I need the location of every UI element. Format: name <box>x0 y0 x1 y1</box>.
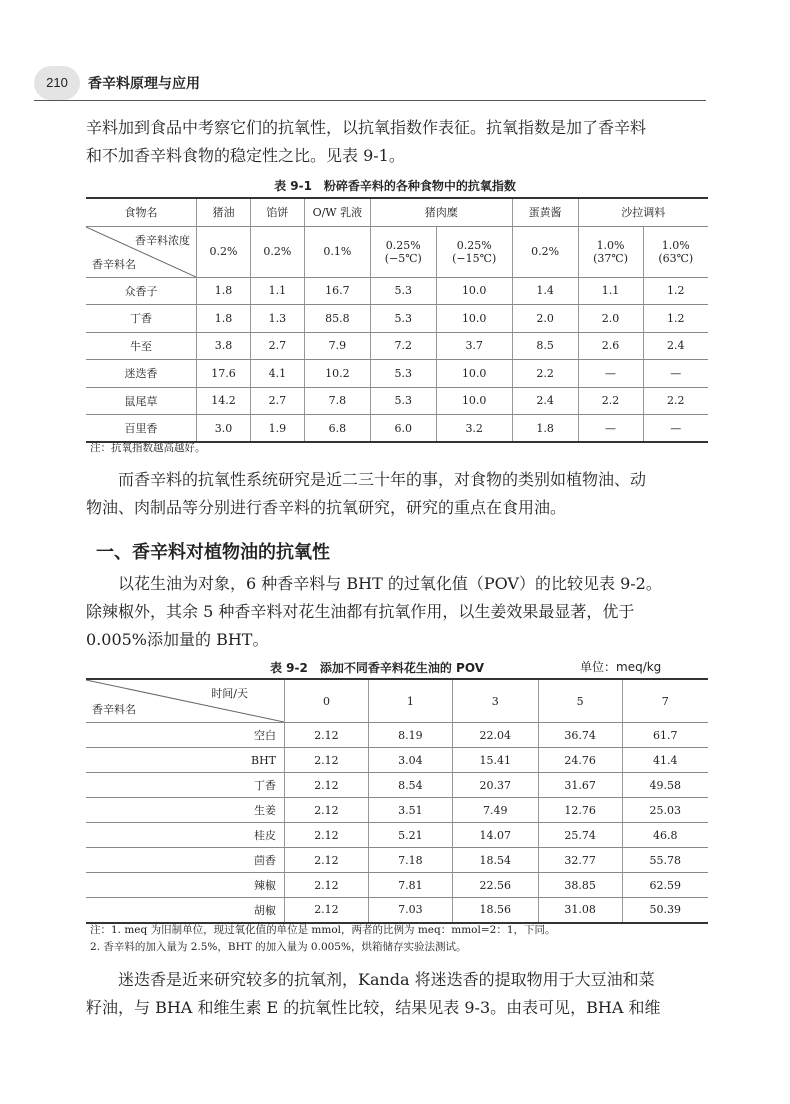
row-label: 众香子 <box>86 277 197 305</box>
table-row <box>86 848 708 873</box>
table-cell: 2.7 <box>250 332 304 360</box>
table-cell: 25.03 <box>622 798 708 823</box>
table-cell: 49.58 <box>622 773 708 798</box>
column-header: 7 <box>622 679 708 723</box>
row-label: 丁香 <box>86 305 197 333</box>
table-cell: 10.0 <box>436 387 512 415</box>
row-label: 鼠尾草 <box>86 387 197 415</box>
diagonal-header-cell <box>86 226 197 277</box>
row-label: 空白 <box>86 723 285 748</box>
paragraph-line: 物油、肉制品等分别进行香辛料的抗氧研究，研究的重点在食用油。 <box>86 498 567 517</box>
table-caption: 表 9-2 添加不同香辛料花生油的 POV <box>270 661 484 675</box>
table-cell: 3.0 <box>197 415 251 443</box>
table-cell: 1.8 <box>197 305 251 333</box>
concentration-temp: (−15℃) <box>452 251 497 265</box>
table-cell: 1.1 <box>250 277 304 305</box>
table-row <box>86 415 708 443</box>
paragraph-line: 以花生油为对象，6 种香辛料与 BHT 的过氧化值（POV）的比较见表 9-2。 <box>118 574 662 593</box>
table-cell: 10.0 <box>436 277 512 305</box>
concentration-temp: (37℃) <box>593 251 628 265</box>
column-header: 食物名 <box>86 198 197 226</box>
table-cell: 7.49 <box>452 798 538 823</box>
table-cell: 25.74 <box>538 823 622 848</box>
table-cell: 4.1 <box>250 360 304 388</box>
table-cell: 10.2 <box>304 360 370 388</box>
table-row <box>86 332 708 360</box>
concentration-cell <box>436 226 512 277</box>
table-cell: 1.2 <box>643 277 708 305</box>
diagonal-bottom-label: 香辛料名 <box>92 703 136 716</box>
table-cell: 1.8 <box>512 415 578 443</box>
table-row <box>86 723 708 748</box>
column-header: 猪肉糜 <box>370 198 512 226</box>
table-caption: 表 9-1 粉碎香辛料的各种食物中的抗氧指数 <box>274 179 516 193</box>
table-cell: 22.56 <box>452 873 538 898</box>
table-cell: 17.6 <box>197 360 251 388</box>
table-cell: 18.54 <box>452 848 538 873</box>
pov-table <box>86 678 708 924</box>
table-cell: 2.12 <box>285 848 369 873</box>
paragraph-line: 辛料加到食品中考察它们的抗氧性，以抗氧指数作表征。抗氧指数是加了香辛料 <box>86 118 647 137</box>
concentration-cell <box>512 226 578 277</box>
table-cell: 8.54 <box>368 773 452 798</box>
table-cell: 10.0 <box>436 360 512 388</box>
table-cell: 1.4 <box>512 277 578 305</box>
table-cell: 8.5 <box>512 332 578 360</box>
paragraph-line: 而香辛料的抗氧性系统研究是近二三十年的事，对食物的类别如植物油、动 <box>118 470 647 489</box>
page-number: 210 <box>34 66 80 100</box>
table-cell: 1.8 <box>197 277 251 305</box>
table-row <box>86 387 708 415</box>
table-cell: 3.04 <box>368 748 452 773</box>
concentration-cell <box>250 226 304 277</box>
table-cell: 36.74 <box>538 723 622 748</box>
table-cell: 5.3 <box>370 387 436 415</box>
table-cell: 61.7 <box>622 723 708 748</box>
row-label: 牛至 <box>86 332 197 360</box>
table-cell: 41.4 <box>622 748 708 773</box>
table-cell: 2.2 <box>512 360 578 388</box>
table-cell: 7.2 <box>370 332 436 360</box>
table-cell: 2.4 <box>512 387 578 415</box>
row-label: 茴香 <box>86 848 285 873</box>
table-row <box>86 773 708 798</box>
column-header: 1 <box>368 679 452 723</box>
diagonal-top-label: 香辛料浓度 <box>135 233 190 247</box>
table-subheader-row <box>86 226 708 277</box>
section-heading: 一、香辛料对植物油的抗氧性 <box>96 542 330 563</box>
table-row <box>86 305 708 333</box>
table-cell: 2.12 <box>285 773 369 798</box>
table-row <box>86 360 708 388</box>
table-row <box>86 277 708 305</box>
table-note: 2. 香辛料的加入量为 2.5%，BHT 的加入量为 0.005%，烘箱储存实验法测试。 <box>90 941 467 953</box>
table-row <box>86 823 708 848</box>
table-cell: 7.03 <box>368 898 452 923</box>
concentration-cell <box>304 226 370 277</box>
table-cell: 18.56 <box>452 898 538 923</box>
concentration-value: 0.2% <box>263 245 292 258</box>
column-header: 沙拉调料 <box>578 198 708 226</box>
table-cell: 14.07 <box>452 823 538 848</box>
table-cell: 55.78 <box>622 848 708 873</box>
paragraph-line: 和不加香辛料食物的稳定性之比。见表 9-1。 <box>86 146 405 165</box>
table-cell: 3.51 <box>368 798 452 823</box>
table-cell: 2.2 <box>643 387 708 415</box>
table-cell: 5.3 <box>370 305 436 333</box>
column-header: 馅饼 <box>250 198 304 226</box>
concentration-cell <box>578 226 643 277</box>
table-cell: 46.8 <box>622 823 708 848</box>
table-unit: 单位：meq/kg <box>580 660 662 674</box>
table-cell: 2.12 <box>285 748 369 773</box>
table-cell: 2.6 <box>578 332 643 360</box>
table-cell: 3.8 <box>197 332 251 360</box>
table-cell: 2.12 <box>285 798 369 823</box>
table-cell: — <box>643 360 708 388</box>
table-cell: 15.41 <box>452 748 538 773</box>
table-cell: 38.85 <box>538 873 622 898</box>
row-label: 生姜 <box>86 798 285 823</box>
row-label: 百里香 <box>86 415 197 443</box>
table-cell: 2.7 <box>250 387 304 415</box>
table-cell: 3.7 <box>436 332 512 360</box>
table-cell: 6.0 <box>370 415 436 443</box>
column-header: 蛋黄酱 <box>512 198 578 226</box>
concentration-temp: (−5℃) <box>384 251 422 265</box>
table-cell: — <box>578 360 643 388</box>
table-cell: 85.8 <box>304 305 370 333</box>
table-cell: 7.9 <box>304 332 370 360</box>
table-cell: 50.39 <box>622 898 708 923</box>
table-cell: 62.59 <box>622 873 708 898</box>
paragraph-line: 籽油，与 BHA 和维生素 E 的抗氧性比较，结果见表 9-3。由表可见，BHA 和维 <box>86 998 661 1017</box>
table-cell: 32.77 <box>538 848 622 873</box>
table-row <box>86 798 708 823</box>
antioxidant-index-table <box>86 197 708 443</box>
paragraph <box>86 466 710 522</box>
table-cell: 1.3 <box>250 305 304 333</box>
row-label: 桂皮 <box>86 823 285 848</box>
column-header: 猪油 <box>197 198 251 226</box>
table-row <box>86 898 708 923</box>
concentration-value: 1.0% <box>596 238 625 252</box>
paragraph-line: 迷迭香是近来研究较多的抗氧剂，Kanda 将迷迭香的提取物用于大豆油和菜 <box>118 970 655 989</box>
paragraph <box>86 570 710 654</box>
table-cell: 3.2 <box>436 415 512 443</box>
column-header: 0 <box>285 679 369 723</box>
table-cell: — <box>643 415 708 443</box>
column-header: 5 <box>538 679 622 723</box>
table-cell: 1.9 <box>250 415 304 443</box>
diagonal-top-label: 时间/天 <box>211 687 248 700</box>
table-cell: 2.12 <box>285 723 369 748</box>
paragraph <box>86 966 710 1022</box>
table-cell: 2.12 <box>285 898 369 923</box>
table-cell: 1.1 <box>578 277 643 305</box>
table-cell: 2.12 <box>285 873 369 898</box>
column-header: O/W 乳液 <box>304 198 370 226</box>
row-label: 丁香 <box>86 773 285 798</box>
concentration-value: 0.2% <box>531 245 560 258</box>
table-cell: 7.8 <box>304 387 370 415</box>
table-cell: 1.2 <box>643 305 708 333</box>
concentration-value: 0.25% <box>456 238 492 252</box>
concentration-cell <box>370 226 436 277</box>
paragraph-line: 0.005%添加量的 BHT。 <box>86 630 269 649</box>
table-note: 注：1. meq 为旧制单位，现过氧化值的单位是 mmol，两者的比例为 meq：mmol=2：1，下同。 <box>90 924 556 936</box>
table-cell: 22.04 <box>452 723 538 748</box>
table-header-row <box>86 679 708 723</box>
table-cell: 8.19 <box>368 723 452 748</box>
table-row <box>86 873 708 898</box>
table-cell: 7.18 <box>368 848 452 873</box>
row-label: BHT <box>86 748 285 773</box>
book-title: 香辛料原理与应用 <box>88 76 200 92</box>
table-note: 注：抗氧指数越高越好。 <box>90 442 206 454</box>
table-cell: 7.81 <box>368 873 452 898</box>
table-cell: — <box>578 415 643 443</box>
table-cell: 5.3 <box>370 360 436 388</box>
diagonal-bottom-label: 香辛料名 <box>92 257 136 271</box>
paragraph-line: 除辣椒外，其余 5 种香辛料对花生油都有抗氧作用，以生姜效果最显著，优于 <box>86 602 635 621</box>
concentration-value: 0.25% <box>385 238 421 252</box>
table-cell: 14.2 <box>197 387 251 415</box>
table-cell: 5.3 <box>370 277 436 305</box>
table-cell: 20.37 <box>452 773 538 798</box>
table-cell: 2.0 <box>512 305 578 333</box>
row-label: 胡椒 <box>86 898 285 923</box>
table-cell: 31.67 <box>538 773 622 798</box>
table-cell: 10.0 <box>436 305 512 333</box>
table-row <box>86 748 708 773</box>
table-cell: 31.08 <box>538 898 622 923</box>
table-cell: 5.21 <box>368 823 452 848</box>
row-label: 辣椒 <box>86 873 285 898</box>
table-cell: 2.4 <box>643 332 708 360</box>
diagonal-header-cell <box>86 679 285 723</box>
column-header: 3 <box>452 679 538 723</box>
table-cell: 2.2 <box>578 387 643 415</box>
page-header <box>34 66 706 101</box>
table-header-row <box>86 198 708 226</box>
concentration-value: 0.1% <box>323 245 352 258</box>
concentration-cell <box>643 226 708 277</box>
paragraph <box>86 114 710 170</box>
row-label: 迷迭香 <box>86 360 197 388</box>
table-cell: 2.0 <box>578 305 643 333</box>
table-cell: 24.76 <box>538 748 622 773</box>
table-cell: 12.76 <box>538 798 622 823</box>
concentration-value: 1.0% <box>661 238 690 252</box>
table-cell: 6.8 <box>304 415 370 443</box>
concentration-cell <box>197 226 251 277</box>
table-cell: 16.7 <box>304 277 370 305</box>
concentration-value: 0.2% <box>209 245 238 258</box>
table-cell: 2.12 <box>285 823 369 848</box>
concentration-temp: (63℃) <box>658 251 694 265</box>
